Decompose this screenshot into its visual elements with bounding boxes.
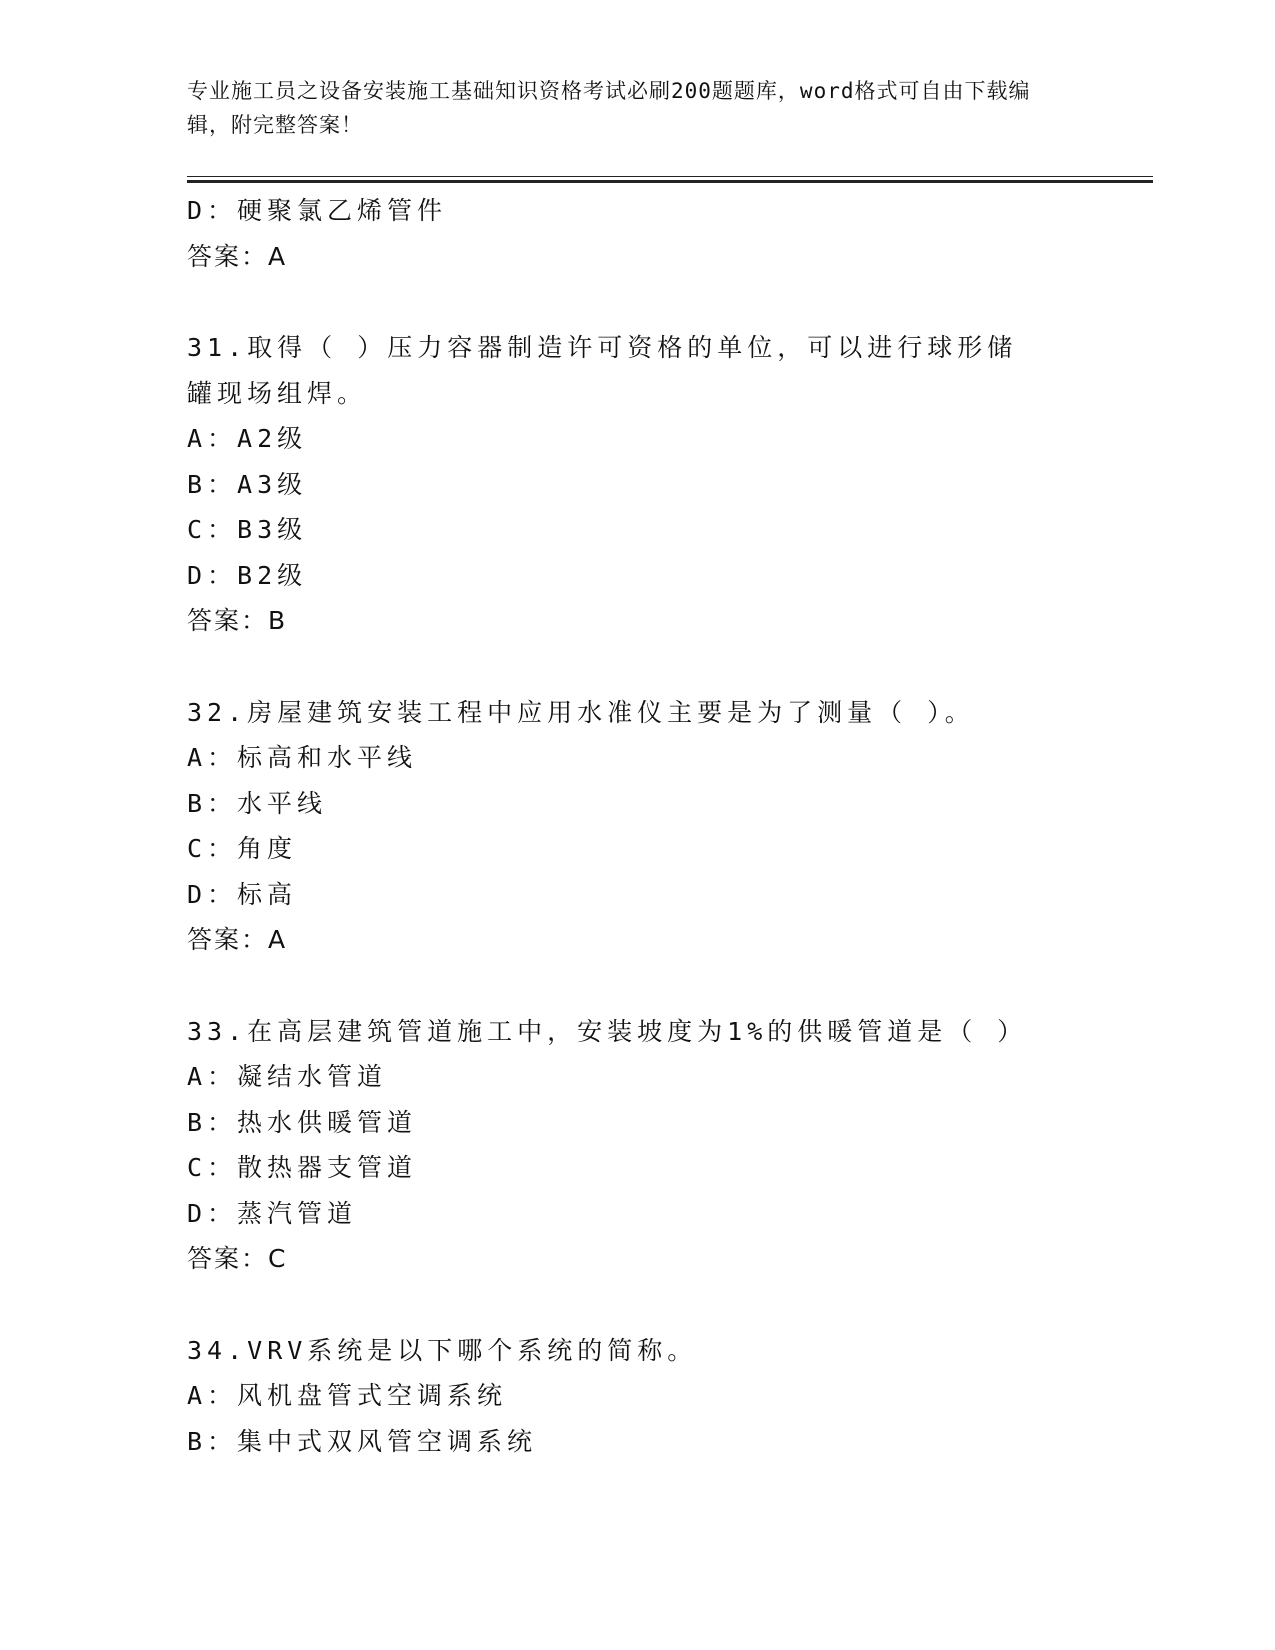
- question-option: D：标高: [187, 879, 298, 909]
- question-spacer: [187, 963, 1067, 1009]
- question-spacer: [187, 1282, 1067, 1328]
- question-text: 33.在高层建筑管道施工中，安装坡度为1%的供暖管道是（ ）: [187, 1016, 1028, 1046]
- question-option: C：散热器支管道: [187, 1153, 418, 1182]
- question-option: B：水平线: [187, 788, 328, 818]
- question-option: D：硬聚氯乙烯管件: [187, 196, 448, 225]
- question-option: D：蒸汽管道: [187, 1198, 358, 1228]
- question-option: A：凝结水管道: [187, 1062, 388, 1091]
- question-answer: 答案：C: [187, 1244, 288, 1273]
- question-block: [187, 325, 1067, 644]
- question-option: A：风机盘管式空调系统: [187, 1381, 508, 1410]
- question-text: 31.取得（ ）压力容器制造许可资格的单位，可以进行球形储罐现场组焊。: [187, 333, 1018, 408]
- question-option: C：B3级: [187, 515, 308, 544]
- question-option: D：B2级: [187, 560, 308, 590]
- question-option: A：A2级: [187, 424, 308, 453]
- question-option: B：热水供暖管道: [187, 1107, 418, 1137]
- question-answer: 答案：B: [187, 606, 288, 635]
- question-option: A：标高和水平线: [187, 743, 418, 772]
- header-divider-thick: [187, 180, 1153, 183]
- header-divider-thin: [187, 176, 1153, 177]
- question-block: [187, 1009, 1067, 1282]
- question-option: C：角度: [187, 834, 298, 863]
- question-spacer: [187, 279, 1067, 325]
- question-text: 34.VRV系统是以下哪个系统的简称。: [187, 1335, 698, 1365]
- question-block: [187, 1328, 1067, 1465]
- question-spacer: [187, 644, 1067, 690]
- question-option: B：集中式双风管空调系统: [187, 1426, 538, 1456]
- question-answer: 答案：A: [187, 925, 288, 954]
- document-header: [187, 74, 1067, 142]
- question-option: B：A3级: [187, 469, 308, 499]
- question-text: 32.房屋建筑安装工程中应用水准仪主要是为了测量（ ）。: [187, 697, 975, 727]
- question-block: [187, 690, 1067, 963]
- header-title: 专业施工员之设备安装施工基础知识资格考试必刷200题题库，word格式可自由下载编辑，附完整答案！: [187, 79, 1031, 137]
- question-answer: 答案：A: [187, 241, 288, 271]
- question-list: [187, 188, 1067, 1464]
